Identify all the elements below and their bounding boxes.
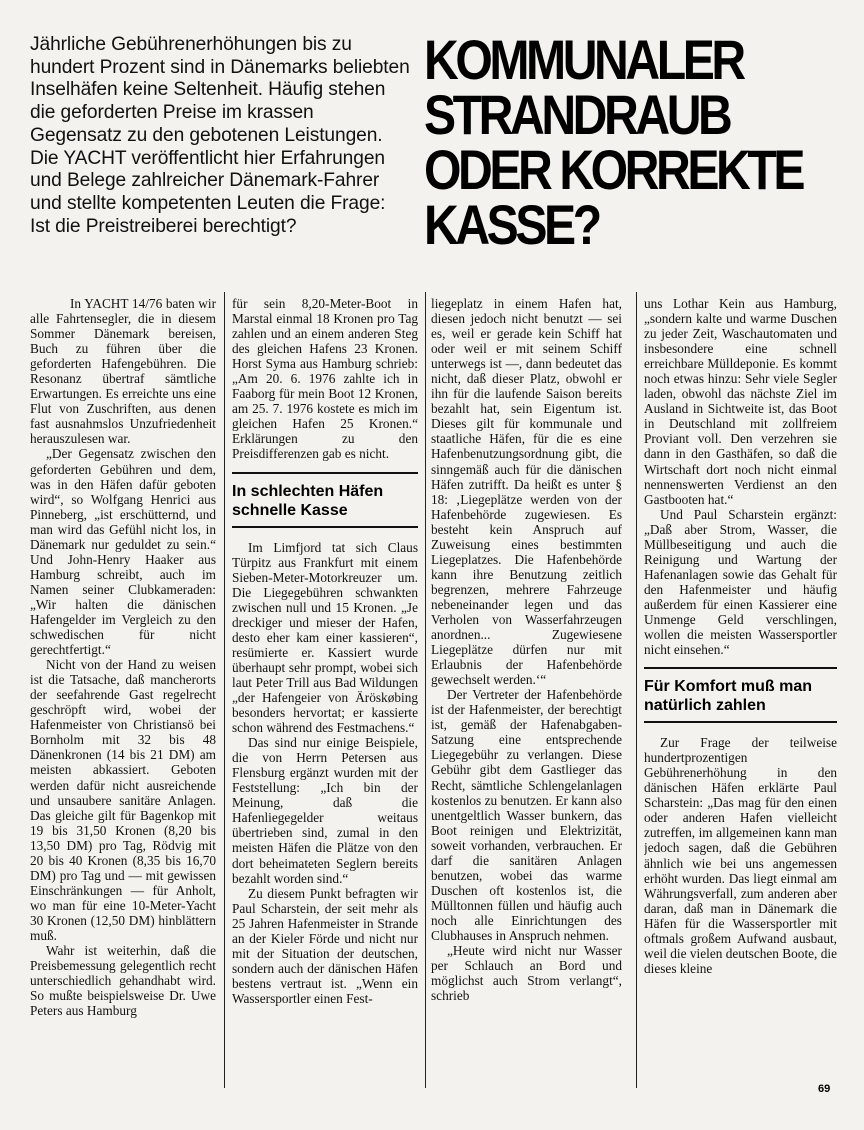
body-paragraph: „Heute wird nicht nur Wasser per Schlauch an Bord und möglichst auch Strom verlangt“, schrieb — [431, 943, 622, 1004]
lead-paragraph: Jährliche Gebührenerhöhungen bis zu hundert Prozent sind in Dänemarks beliebten Inselhäfen keine Seltenheit. Häufig stehen die geforderten Preise im krassen Gegensatz zu den gebotenen Leistungen. Die YACHT veröffentlicht hier Erfahrungen und Belege zahlreicher Dänemark-Fahrer und stellte kompetenten Leuten die Frage: Ist die Preistreiberei berechtigt? — [30, 34, 410, 237]
article-title — [424, 28, 803, 256]
text-column-2 — [232, 296, 418, 1088]
title-line: KOMMUNALER — [424, 28, 743, 91]
section-subhead: Für Komfort muß man natürlich zahlen — [644, 667, 837, 723]
column-divider — [636, 292, 637, 1088]
column-divider — [224, 292, 225, 1088]
body-paragraph: „Der Gegensatz zwischen den geforderten Gebühren und dem, was in den Häfen dafür geboten wird“, so Wolfgang Henrici aus Pinneberg, „ist erschütternd, und man wird das Gefühl nicht los, in Dänemark nur geduldet zu sein.“ Und John-Henry Haaker aus Hamburg schreibt, auch im Namen seiner Clubkameraden: „Wir halten die dänischen Hafengelder im Vergleich zu den schwedischen für nicht gerechtfertigt.“ — [30, 446, 216, 658]
page-number: 69 — [818, 1083, 831, 1095]
body-paragraph: Zu diesem Punkt befragten wir Paul Scharstein, der seit mehr als 25 Jahren Hafenmeister in Strande an der Kieler Förde und nicht nur mit der Situation der deutschen, sondern auch der dänischen Häfen bestens vertraut ist. „Wenn ein Wassersportler einen Fest- — [232, 885, 418, 1006]
text-column-4 — [644, 296, 837, 1088]
section-subhead: In schlechten Häfen schnelle Kasse — [232, 472, 418, 528]
body-paragraph: In YACHT 14/76 baten wir alle Fahrtensegler, die in diesem Sommer Dänemark bereisen, Buch zu führen über die geforderten Hafengebühren. Die Resonanz übertraf sämtliche Erwartungen. Es erreichte uns eine Flut von Zuschriften, aus denen fast ausnahmslos Unzufriedenheit herauszulesen war. — [30, 296, 216, 447]
text-column-1 — [30, 296, 216, 1088]
column-divider — [425, 292, 426, 1088]
title-line: STRANDRAUB — [424, 83, 730, 146]
title-line: ODER KORREKTE — [424, 138, 803, 201]
text-column-3 — [431, 296, 622, 1088]
body-paragraph: für sein 8,20-Meter-Boot in Marstal einmal 18 Kronen pro Tag zahlen und an einem anderen Steg des gleichen Hafens 23 Kronen. Horst Syma aus Hamburg schrieb: „Am 20. 6. 1976 zahlte ich in Faaborg für mein Boot 12 Kronen, am 25. 7. 1976 kostete es mich im gleichen Hafen 25 Kronen.“ Erklärungen zu den Preisdifferenzen gab es nicht. — [232, 296, 418, 462]
body-paragraph: Im Limfjord tat sich Claus Türpitz aus Frankfurt mit einem Sieben-Meter-Motorkreuzer um. Die Liegegebühren schwankten zwischen null und 15 Kronen. „Je dreckiger und mieser der Hafen, desto eher kam einer kassieren“, resümierte er. Kassiert wurde überhaupt sehr prompt, wobei sich laut Peter Trill aus Bad Wildungen „der Hafengeier von Äröskøbing besonders hervortat; er kassierte schon während des Festmachens.“ — [232, 539, 418, 736]
body-paragraph: liegeplatz in einem Hafen hat, diesen jedoch nicht benutzt — sei es, weil er gerade kein Schiff hat oder weil er mit seinem Schiff unterwegs ist —, dann bedeutet das nicht, daß dieser Platz, obwohl er ihn für die laufende Saison bereits bezahlt hat, sein Eigentum ist. Dieses gilt für kommunale und staatliche Häfen, für die es eine Hafenbenutzungsordnung gibt, die sinngemäß auch für die dänischen Häfen zutrifft. Da heißt es unter § 18: ‚Liegeplätze werden von der Hafenbehörde zugewiesen. Es besteht kein Anspruch auf Zuweisung eines bestimmten Liegeplatzes. Die Hafenbehörde kann ihre Benutzung zeitlich begrenzen, mehrere Fahrzeuge nebeneinander legen und das Verholen von Wasserfahrzeugen anordnen... Zugewiesene Liegeplätze dürfen nur mit Erlaubnis der Hafenbehörde gewechselt werden.‘“ — [431, 296, 622, 688]
body-paragraph: uns Lothar Kein aus Hamburg, „sondern kalte und warme Duschen zu jeder Zeit, Waschautomaten und insbesondere eine schnell erreichbare Mülldeponie. Es kommt noch etwas hinzu: Sehr viele Segler laden, obwohl das nächste Ziel im Ausland in Sichtweite ist, das Boot in Deutschland mit zollfreiem Proviant voll. Den verzehren sie dann in den Gasthäfen, so daß die Wirtschaft dort noch nicht einmal nennenswerten Verdienst an den Gastbooten hat.“ — [644, 296, 837, 507]
body-paragraph: Der Vertreter der Hafenbehörde ist der Hafenmeister, der berechtigt ist, gemäß der Hafenabgaben-Satzung eine entsprechende Liegegebühr zu verlangen. Diese Gebühr gibt dem Gastlieger das Recht, sämtliche Schlengelanlagen kostenlos zu benutzen. Er kann also unentgeltlich Wasser bunkern, das Boot reinigen und Elektrizität, soweit vorhanden, verbrauchen. Er darf die sanitären Anlagen benutzen, wobei das warme Duschen oft kostenlos ist, die Mülltonnen füllen und häufig auch noch alle Einrichtungen des Clubhauses in Anspruch nehmen. — [431, 687, 622, 943]
body-paragraph: Wahr ist weiterhin, daß die Preisbemessung gelegentlich recht unterschiedlich gehandhabt wird. So mußte beispielsweise Dr. Uwe Peters aus Hamburg — [30, 943, 216, 1019]
body-paragraph: Nicht von der Hand zu weisen ist die Tatsache, daß mancherorts der seefahrende Gast regelrecht geschröpft wird, wobei der Hafenmeister von Christiansö bei Bornholm mit 32 bis 48 Dänenkronen (14 bis 21 DM) am meisten abkassiert. Geboten werden dafür nicht ausreichende und unsaubere sanitäre Anlagen. Das gleiche gilt für Bagenkop mit 19 bis 31,50 Kronen (8,20 bis 13,50 DM) pro Tag, Rödvig mit 20 bis 40 Kronen (8,35 bis 16,70 DM) pro Tag und — mit gewissen Einschränkungen — für Anholt, wo man für eine 10-Meter-Yacht 30 Kronen (12,50 DM) hinblättern muß. — [30, 657, 216, 943]
body-paragraph: Und Paul Scharstein ergänzt: „Daß aber Strom, Wasser, die Müllbeseitigung und auch die Reinigung und Wartung der Hafenanlagen sowie das Gehalt für den Hafenmeister und häufig außerdem für einen Kassierer eine Unmenge Geld verschlingen, wollen die meisten Wassersportler nicht einsehen.“ — [644, 506, 837, 658]
body-paragraph: Das sind nur einige Beispiele, die von Herrn Petersen aus Flensburg ergänzt wurden mit der Feststellung: „Ich bin der Meinung, daß die Hafenliegegelder weitaus übertrieben sind, zumal in den meisten Häfen die Plätze von den dort beheimateten Seglern bereits bezahlt worden sind.“ — [232, 735, 418, 886]
title-line: KASSE? — [424, 193, 599, 256]
body-paragraph: Zur Frage der teilweise hundertprozentigen Gebührenerhöhung in den dänischen Häfen erklärte Paul Scharstein: „Das mag für den einen oder anderen Hafen vielleicht zutreffen, im allgemeinen kann man jedoch sagen, daß die Gebühren ähnlich wie bei uns angemessen erhöht wurden. Das liegt einmal am Währungsverfall, zum anderen aber daran, daß man in Dänemark die Häfen für die Wassersportler mit oftmals großem Aufwand ausbaut, weil die vielen deutschen Boote, die dieses kleine — [644, 735, 837, 976]
